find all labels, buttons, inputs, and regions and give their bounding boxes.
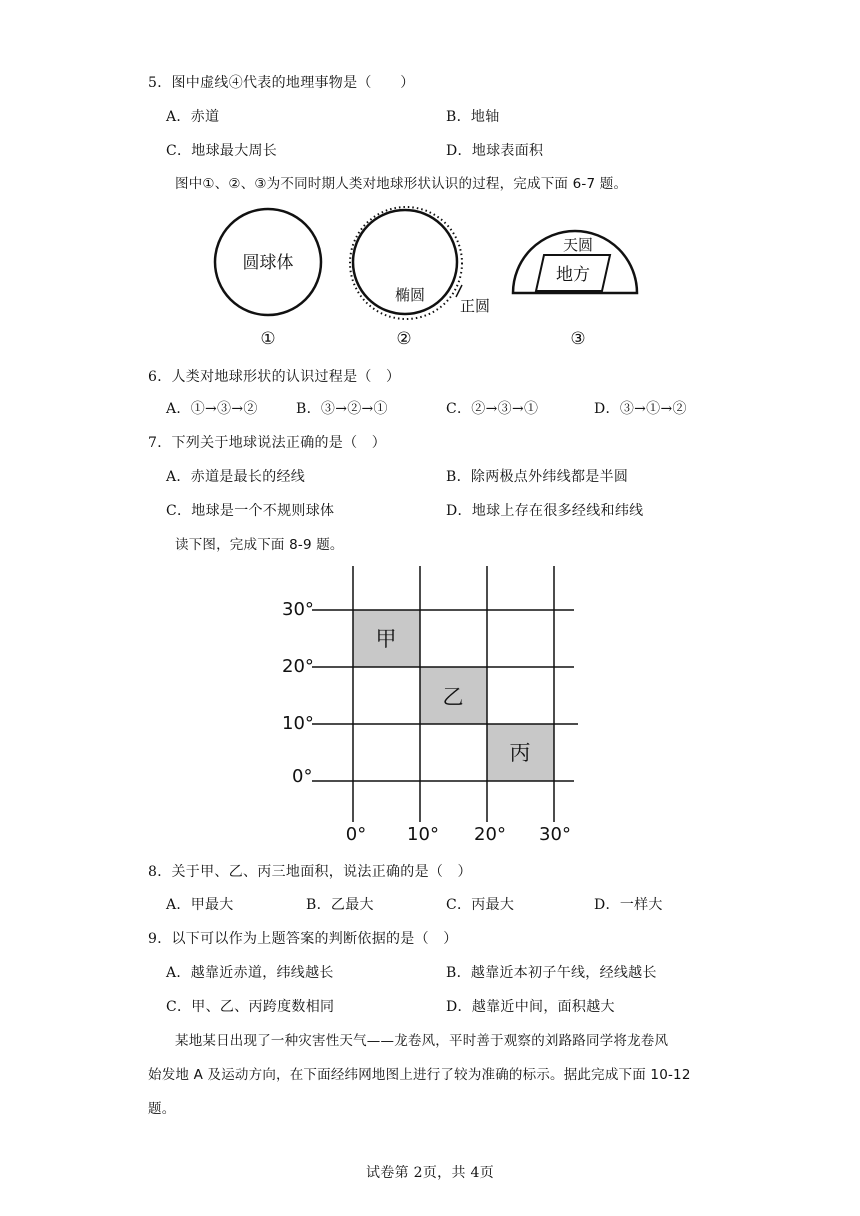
q9-stem: 9．以下可以作为上题答案的判断依据的是（ ） [148, 931, 458, 947]
figure-label-3: ③ [570, 329, 586, 349]
q9-option-c: C．甲、乙、丙跨度数相同 [166, 999, 335, 1015]
q5-stem: 5．图中虚线④代表的地理事物是（ ） [148, 75, 415, 91]
q6-option-b: B．③→②→① [296, 401, 388, 417]
ellipse-label: 椭圆 [394, 286, 426, 304]
sphere-label: 圆球体 [242, 253, 294, 273]
q6-option-a: A．①→③→② [166, 401, 258, 417]
q7-option-b: B．除两极点外纬线都是半圆 [446, 469, 629, 485]
q9-option-b: B．越靠近本初子午线，经线越长 [446, 965, 657, 981]
figure-label-1: ① [260, 329, 276, 349]
q9-option-a: A．越靠近赤道，纬线越长 [166, 965, 334, 981]
q6-stem: 6．人类对地球形状的认识过程是（ ） [148, 369, 401, 385]
passage-line-1: 某地某日出现了一种灾害性天气——龙卷风，平时善于观察的刘路路同学将龙卷风 [175, 1033, 669, 1049]
q6-option-d: D．③→①→② [594, 401, 687, 417]
cell-label-yi: 乙 [442, 685, 464, 709]
q8-option-b: B．乙最大 [306, 897, 374, 913]
q8-option-c: C．丙最大 [446, 897, 515, 913]
lon-label-0: 0° [345, 824, 367, 845]
cell-label-bing: 丙 [509, 741, 531, 765]
passage-line-3: 题。 [148, 1101, 176, 1117]
q5-option-d: D．地球表面积 [446, 143, 544, 159]
earth-shape-figure [200, 205, 660, 355]
graticule-figure [270, 560, 590, 850]
q5-option-a: A．赤道 [166, 109, 220, 125]
sky-label: 天圆 [562, 236, 594, 254]
q7-option-a: A．赤道是最长的经线 [166, 469, 306, 485]
lat-label-30: 30° [282, 599, 314, 620]
q8-option-a: A．甲最大 [166, 897, 234, 913]
q6-option-c: C．②→③→① [446, 401, 539, 417]
cell-label-jia: 甲 [375, 627, 397, 651]
q8-option-d: D．一样大 [594, 897, 663, 913]
passage-line-2: 始发地 A 及运动方向，在下面经纬网地图上进行了较为准确的标示。据此完成下面 10-12 [148, 1067, 691, 1083]
lon-label-30: 30° [539, 824, 571, 845]
q7-option-d: D．地球上存在很多经线和纬线 [446, 503, 644, 519]
lat-label-10: 10° [282, 713, 314, 734]
earth-label: 地方 [556, 265, 590, 285]
intro-8-9: 读下图，完成下面 8-9 题。 [175, 537, 344, 553]
lon-label-10: 10° [407, 824, 439, 845]
q9-option-d: D．越靠近中间，面积越大 [446, 999, 615, 1015]
intro-6-7: 图中①、②、③为不同时期人类对地球形状认识的过程，完成下面 6-7 题。 [175, 176, 628, 192]
q5-option-b: B．地轴 [446, 109, 500, 125]
q7-option-c: C．地球是一个不规则球体 [166, 503, 335, 519]
page-footer: 试卷第 2页，共 4页 [365, 1165, 494, 1181]
circle-leader-line [456, 285, 462, 297]
lat-label-0: 0° [292, 766, 313, 787]
figure-label-2: ② [396, 329, 412, 349]
q5-option-c: C．地球最大周长 [166, 143, 278, 159]
lon-label-20: 20° [474, 824, 506, 845]
lat-label-20: 20° [282, 656, 314, 677]
q8-stem: 8．关于甲、乙、丙三地面积，说法正确的是（ ） [148, 864, 472, 880]
circle-label: 正圆 [460, 297, 491, 315]
q7-stem: 7．下列关于地球说法正确的是（ ） [148, 435, 387, 451]
